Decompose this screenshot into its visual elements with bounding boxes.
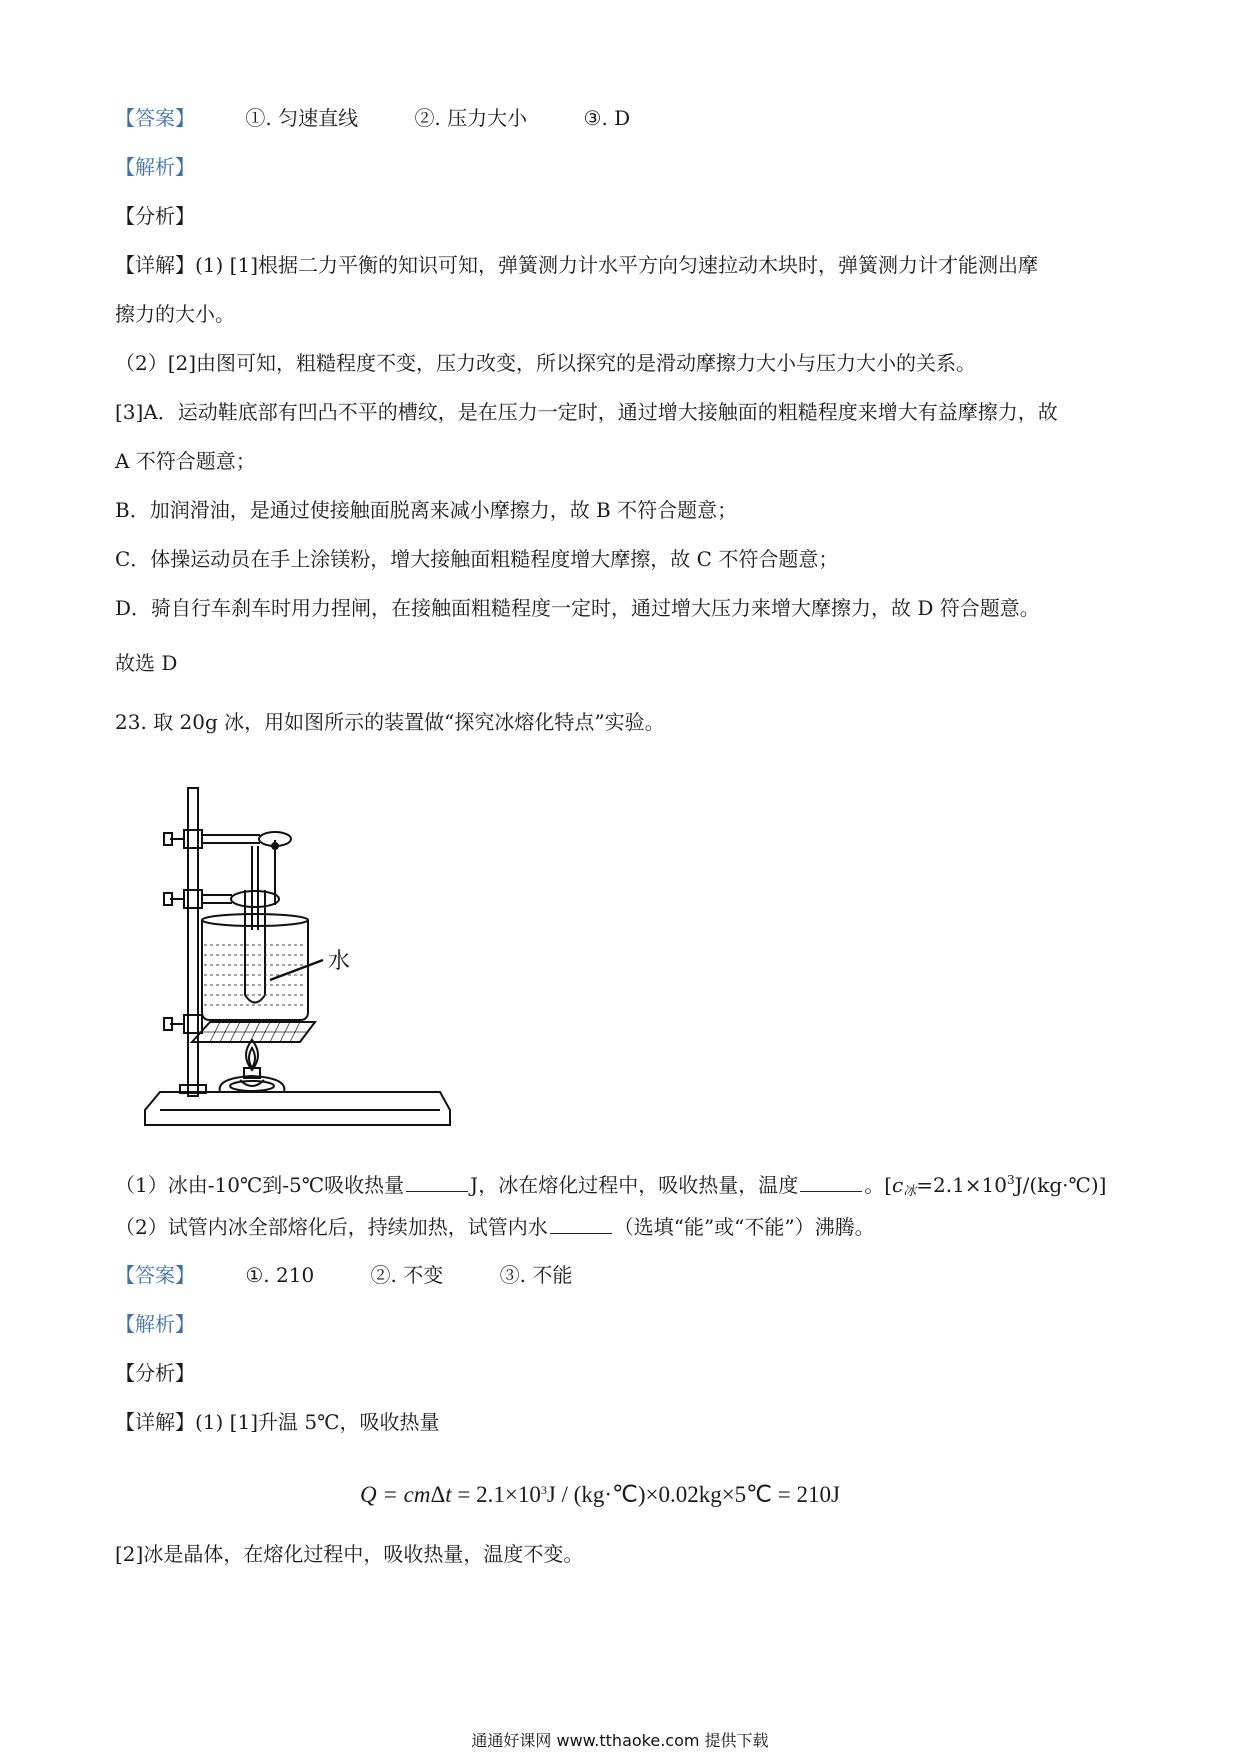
water-label: 水 — [328, 949, 351, 974]
answer-item: ②. 不变 — [370, 1263, 444, 1287]
detail-line: B．加润滑油，是通过使接触面脱离来减小摩擦力，故 B 不符合题意； — [115, 498, 738, 522]
detail-line: （2）[2]由图可知，粗糙程度不变，压力改变，所以探究的是滑动摩擦力大小与压力大小的关系。 — [115, 351, 977, 375]
detail-line: 【详解】(1) [1]升温 5℃，吸收热量 — [115, 1410, 440, 1434]
detail-line: [3]A．运动鞋底部有凹凸不平的槽纹，是在压力一定时，通过增大接触面的粗糙程度来增大有益摩擦力，故 — [115, 400, 1058, 424]
detail-line: [2]冰是晶体，在熔化过程中，吸收热量，温度不变。 — [115, 1542, 584, 1566]
answer-tag: 【答案】 — [115, 106, 195, 130]
ice-melting-apparatus-diagram — [140, 780, 470, 1140]
answer-item: ①. 210 — [245, 1263, 315, 1287]
question-part-2: （2）试管内冰全部熔化后，持续加热，试管内水 （选填“能”或“不能”）沸腾。 — [115, 1215, 875, 1239]
question-stem: 23. 取 20g 冰，用如图所示的装置做“探究冰熔化特点”实验。 — [115, 710, 665, 734]
detail-line: D．骑自行车刹车时用力捏闸，在接触面粗糙程度一定时，通过增大压力来增大摩擦力，故 D 符合题意。 — [115, 596, 1040, 620]
answer-blank[interactable] — [800, 1173, 862, 1192]
detail-line: A 不符合题意； — [115, 449, 256, 473]
answer-blank[interactable] — [550, 1215, 612, 1234]
detail-line: 【详解】(1) [1]根据二力平衡的知识可知，弹簧测力计水平方向匀速拉动木块时，弹簧测力计才能测出摩 — [115, 253, 1039, 277]
answer-item: ②. 压力大小 — [414, 106, 528, 130]
detail-line: C．体操运动员在手上涂镁粉，增大接触面粗糙程度增大摩擦，故 C 不符合题意； — [115, 547, 839, 571]
heat-formula: $Q = cm\Delta t = 2.1\times 10^3J$ / (kg·℃)×0.02kg×5℃ = 210J — [360, 1482, 840, 1507]
answer-row-2 — [115, 1261, 572, 1289]
answer-row-1 — [115, 104, 630, 132]
detail-line: 擦力的大小。 — [115, 302, 235, 326]
answer-item: ③. D — [583, 106, 631, 130]
answer-item: ①. 匀速直线 — [245, 106, 359, 130]
analysis-tag: 【解析】 — [115, 155, 195, 179]
question-part-1: （1）冰由-10℃到-5℃吸收热量 J，冰在熔化过程中，吸收热量，温度 。$[c_冰=2.1\times 10^3J/(kg\cdot℃)]$ — [115, 1173, 1107, 1199]
fenxi-tag: 【分析】 — [115, 1361, 195, 1385]
answer-tag: 【答案】 — [115, 1263, 195, 1287]
detail-line: 故选 D — [115, 651, 178, 675]
analysis-tag: 【解析】 — [115, 1312, 195, 1336]
page-footer: 通通好课网 www.tthaoke.com 提供下载 — [471, 1731, 769, 1750]
answer-blank[interactable] — [406, 1173, 468, 1192]
apparatus-figure — [140, 780, 470, 1140]
answer-item: ③. 不能 — [499, 1263, 573, 1287]
fenxi-tag: 【分析】 — [115, 204, 195, 228]
